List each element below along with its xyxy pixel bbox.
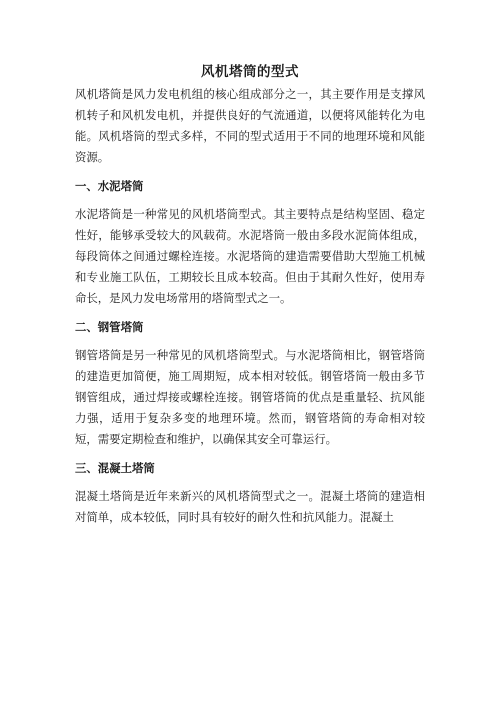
section-heading-cement: 一、水泥塔筒 <box>75 179 144 193</box>
intro-paragraph: 风机塔筒是风力发电机组的核心组成部分之一，其主要作用是支撑风机转子和风机发电机，并提供良好的气流通道，以便将风能转化为电能。风机塔筒的型式多样，不同的型式适用于不同的地理环境和风能资源。 <box>75 87 425 164</box>
section-body-steel-pipe: 钢管塔筒是另一种常见的风机塔筒型式。与水泥塔筒相比，钢管塔筒的建造更加简便，施工周期短，成本相对较低。钢管塔筒一般由多节钢管组成，通过焊接或螺栓连接。钢管塔筒的优点是重量轻、抗风能力强，适用于复杂多变的地理环境。然而，钢管塔筒的寿命相对较短，需要定期检查和维护，以确保其安全可靠运行。 <box>75 348 425 446</box>
section-body-cement: 水泥塔筒是一种常见的风机塔筒型式。其主要特点是结构坚固、稳定性好，能够承受较大的风载荷。水泥塔筒一般由多段水泥筒体组成，每段筒体之间通过螺栓连接。水泥塔筒的建造需要借助大型施工机械和专业施工队伍，工期较长且成本较高。但由于其耐久性好，使用寿命长，是风力发电场常用的塔筒型式之一。 <box>75 207 425 305</box>
section-heading-steel-pipe: 二、钢管塔筒 <box>75 320 144 334</box>
section-heading-concrete: 三、混凝土塔筒 <box>75 461 155 475</box>
document-title: 风机塔筒的型式 <box>201 64 299 80</box>
document-page <box>75 60 425 528</box>
section-body-concrete: 混凝土塔筒是近年来新兴的风机塔筒型式之一。混凝土塔筒的建造相对简单，成本较低，同时具有较好的耐久性和抗风能力。混凝土 <box>75 489 425 524</box>
